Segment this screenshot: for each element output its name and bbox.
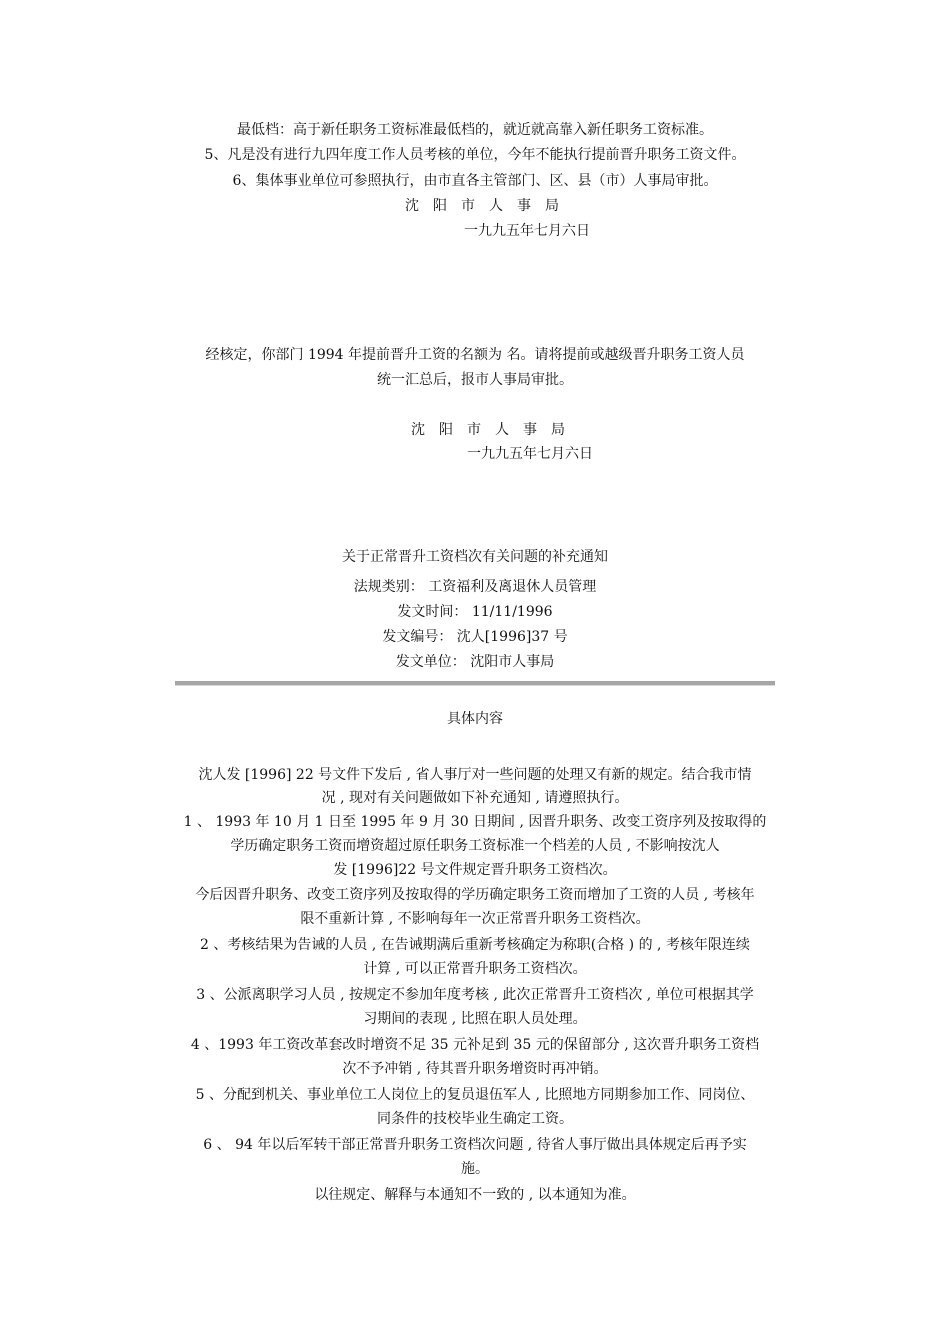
text-line: 经核定，你部门 1994 年提前晋升工资的名额为 名。请将提前或越级晋升职务工资人员 (205, 347, 745, 363)
meta-doc-number: 发文编号： 沈人[1996]37 号 (382, 629, 568, 645)
body-line: 沈人发 [1996] 22 号文件下发后 , 省人事厅对一些问题的处理又有新的规定。结合我市情 (198, 767, 752, 783)
body-line: 1 、 1993 年 10 月 1 日至 1995 年 9 月 30 日期间 , 因晋升职务、改变工资序列及按取得的 (183, 814, 767, 830)
body-line: 计算 , 可以正常晋升职务工资档次。 (363, 961, 587, 977)
body-line: 今后因晋升职务、改变工资序列及按取得的学历确定职务工资而增加了工资的人员 , 考核年 (195, 887, 755, 903)
body-line: 6 、 94 年以后军转干部正常晋升职务工资档次问题 , 待省人事厅做出具体规定后再予实 (203, 1137, 747, 1153)
body-line: 学历确定职务工资而增资超过原任职务工资标准一个档差的人员 , 不影响按沈人 (230, 838, 720, 854)
text-line: 最低档：高于新任职务工资标准最低档的，就近就高靠入新任职务工资标准。 (237, 122, 713, 138)
issuer-signature: 沈阳市人事局 (411, 422, 579, 438)
body-line: 2 、考核结果为告诫的人员 , 在告诫期满后重新考核确定为称职(合格 ) 的 , 考核年限连续 (200, 937, 750, 953)
meta-category: 法规类别： 工资福利及离退休人员管理 (353, 579, 597, 595)
body-line: 习期间的表现 , 比照在职人员处理。 (363, 1011, 587, 1027)
section-heading: 具体内容 (447, 711, 503, 727)
issuer-signature: 沈阳市人事局 (405, 198, 573, 214)
body-line: 以往规定、解释与本通知不一致的 , 以本通知为准。 (314, 1187, 636, 1203)
notice-title: 关于正常晋升工资档次有关问题的补充通知 (342, 549, 608, 565)
body-line: 4 、1993 年工资改革套改时增资不足 35 元补足到 35 元的保留部分 , 这次晋升职务工资档 (190, 1037, 760, 1053)
text-line: 6、集体事业单位可参照执行，由市直各主管部门、区、县（市）人事局审批。 (232, 173, 718, 189)
divider (175, 681, 775, 686)
issue-date: 一九九五年七月六日 (467, 446, 593, 462)
meta-date: 发文时间： 11/11/1996 (397, 604, 553, 620)
body-line: 发 [1996]22 号文件规定晋升职务工资档次。 (333, 862, 617, 878)
body-line: 3 、公派离职学习人员 , 按规定不参加年度考核 , 此次正常晋升工资档次 , 单位可根据其学 (196, 987, 754, 1003)
body-line: 施。 (461, 1161, 489, 1177)
text-line: 5、凡是没有进行九四年度工作人员考核的单位，今年不能执行提前晋升职务工资文件。 (204, 147, 746, 163)
body-line: 限不重新计算 , 不影响每年一次正常晋升职务工资档次。 (300, 911, 650, 927)
meta-issuer: 发文单位： 沈阳市人事局 (395, 654, 555, 670)
body-line: 同条件的技校毕业生确定工资。 (377, 1111, 573, 1127)
body-line: 况 , 现对有关问题做如下补充通知 , 请遵照执行。 (321, 790, 629, 806)
body-line: 次不予冲销 , 待其晋升职务增资时再冲销。 (342, 1061, 608, 1077)
body-line: 5 、分配到机关、事业单位工人岗位上的复员退伍军人 , 比照地方同期参加工作、同岗位、 (195, 1087, 755, 1103)
issue-date: 一九九五年七月六日 (464, 223, 590, 239)
text-line: 统一汇总后，报市人事局审批。 (377, 372, 573, 388)
